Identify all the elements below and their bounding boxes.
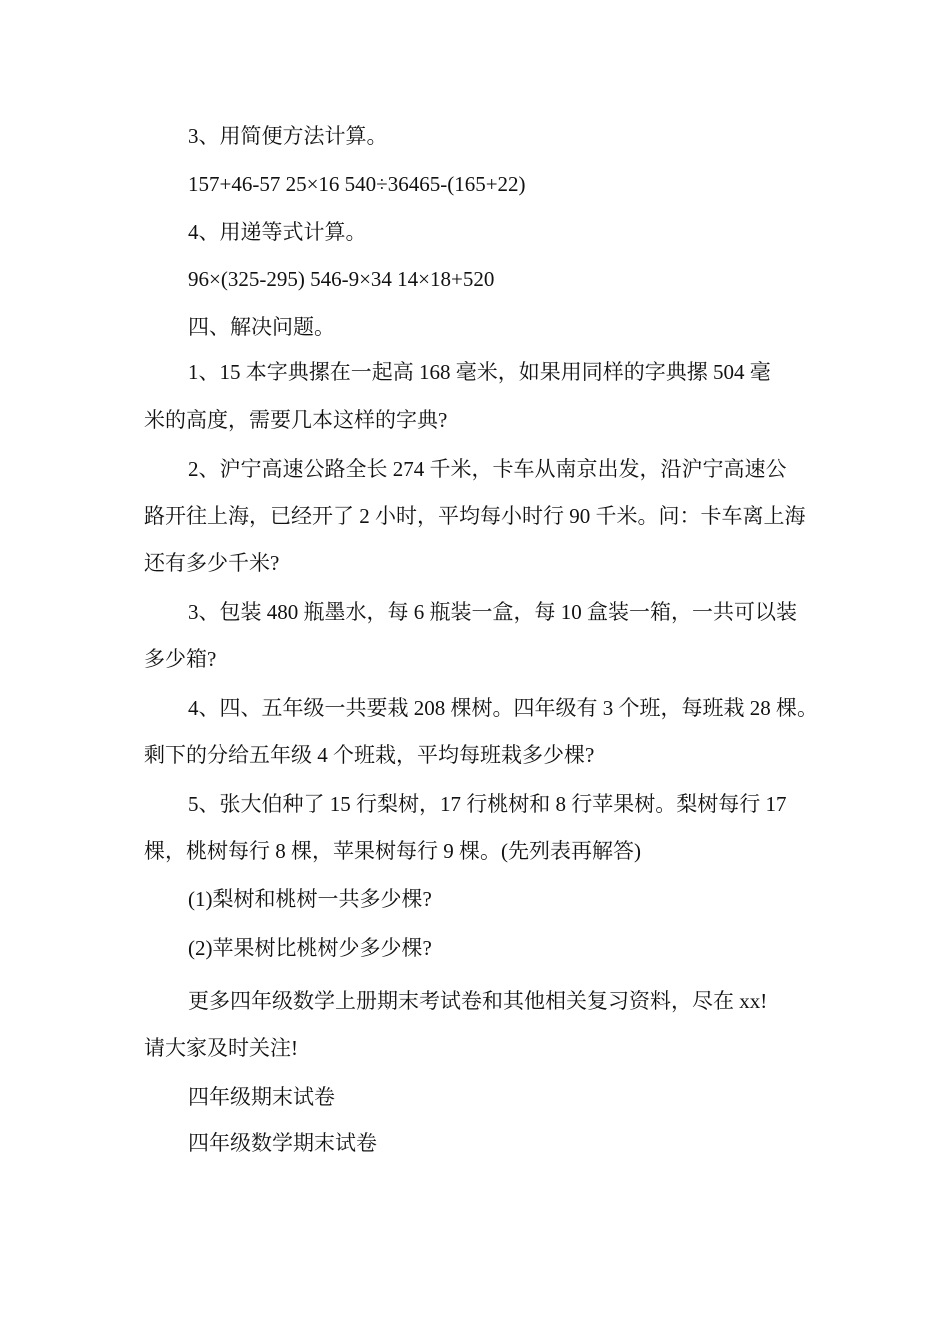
- problem-4-line-1: 4、四、五年级一共要栽 208 棵树。四年级有 3 个班，每班栽 28 棵。: [188, 696, 818, 720]
- problem-1-line-1: 1、15 本字典摞在一起高 168 毫米，如果用同样的字典摞 504 毫: [188, 360, 771, 384]
- related-title-1: 四年级期末试卷: [188, 1085, 335, 1109]
- simplified-calc-expressions: 157+46-57 25×16 540÷36465-(165+22): [188, 172, 526, 196]
- related-title-2: 四年级数学期末试卷: [188, 1131, 377, 1155]
- section-heading-problem-solving: 四、解决问题。: [188, 315, 335, 339]
- problem-2-line-3: 还有多少千米?: [144, 551, 280, 575]
- stepwise-calc-expressions: 96×(325-295) 546-9×34 14×18+520: [188, 267, 495, 291]
- problem-1-line-2: 米的高度，需要几本这样的字典?: [144, 408, 448, 432]
- section-heading-simplified-calc: 3、用简便方法计算。: [188, 124, 388, 148]
- more-resources-line-2: 请大家及时关注!: [144, 1036, 298, 1060]
- problem-4-line-2: 剩下的分给五年级 4 个班栽，平均每班栽多少棵?: [144, 743, 595, 767]
- problem-2-line-2: 路开往上海，已经开了 2 小时，平均每小时行 90 千米。问：卡车离上海: [144, 504, 806, 528]
- problem-5-line-2: 棵，桃树每行 8 棵，苹果树每行 9 棵。(先列表再解答): [144, 839, 641, 863]
- problem-2-line-1: 2、沪宁高速公路全长 274 千米，卡车从南京出发，沿沪宁高速公: [188, 457, 787, 481]
- problem-3-line-1: 3、包装 480 瓶墨水，每 6 瓶装一盒，每 10 盒装一箱，一共可以装: [188, 600, 797, 624]
- problem-3-line-2: 多少箱?: [144, 647, 217, 671]
- more-resources-line-1: 更多四年级数学上册期末考试卷和其他相关复习资料，尽在 xx!: [188, 989, 768, 1013]
- section-heading-stepwise-calc: 4、用递等式计算。: [188, 220, 367, 244]
- problem-5-part-2: (2)苹果树比桃树少多少棵?: [188, 936, 432, 960]
- problem-5-line-1: 5、张大伯种了 15 行梨树，17 行桃树和 8 行苹果树。梨树每行 17: [188, 792, 787, 816]
- problem-5-part-1: (1)梨树和桃树一共多少棵?: [188, 887, 432, 911]
